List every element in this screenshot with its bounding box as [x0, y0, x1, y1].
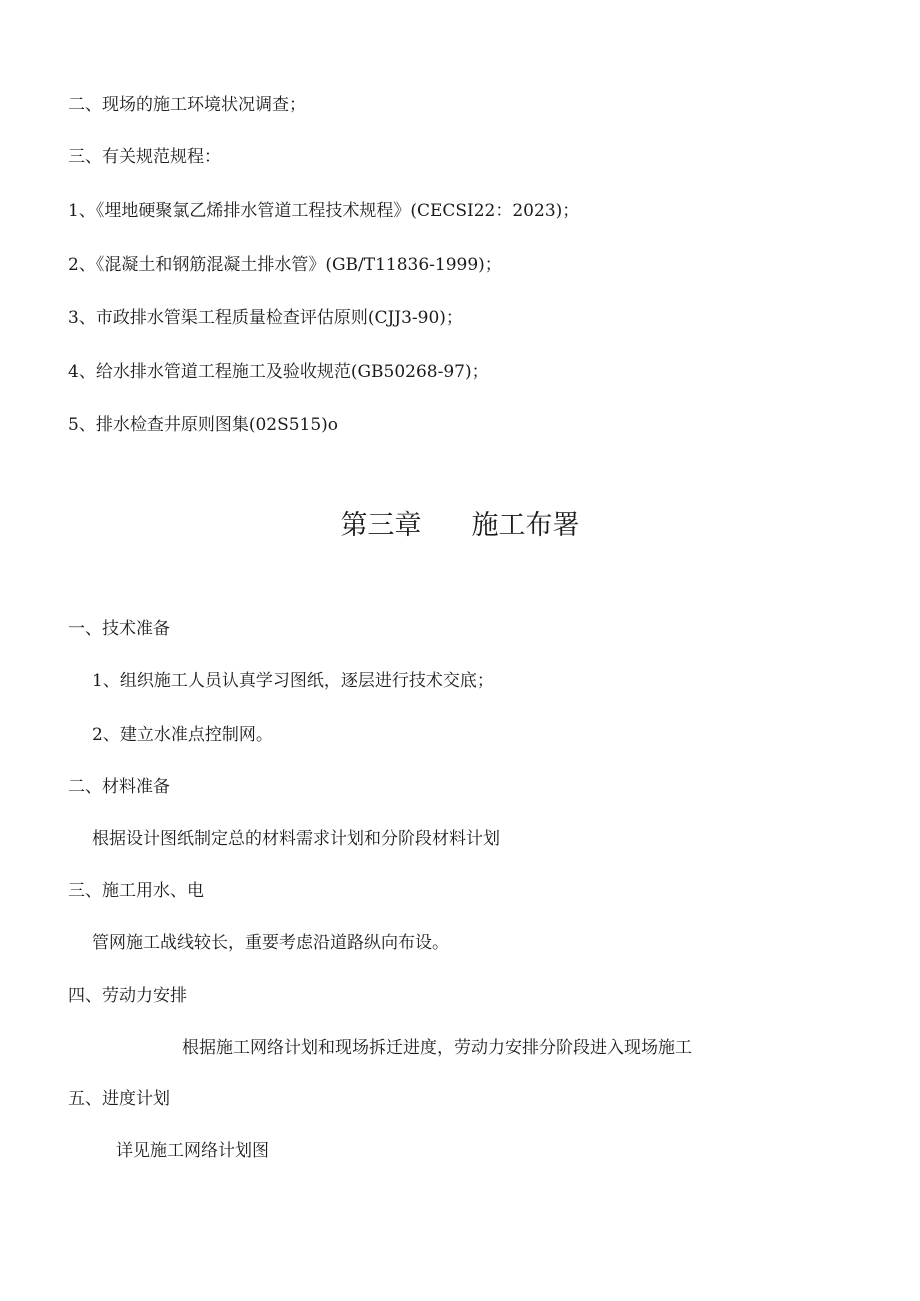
section-heading-tech-prep: 一、技术准备	[68, 619, 170, 639]
standard-item-5: 5、排水检查井原则图集(02S515)o	[68, 415, 339, 435]
material-prep-text: 根据设计图纸制定总的材料需求计划和分阶段材料计划	[92, 829, 500, 849]
standard-item-4: 4、给水排水管道工程施工及验收规范(GB50268-97)；	[68, 362, 489, 382]
labor-text: 根据施工网络计划和现场拆迁进度，劳动力安排分阶段进入现场施工	[182, 1038, 692, 1058]
chapter-number: 第三章	[340, 510, 422, 541]
schedule-text: 详见施工网络计划图	[116, 1141, 269, 1161]
chapter-heading	[0, 508, 920, 544]
tech-prep-item-1: 1、组织施工人员认真学习图纸，逐层进行技术交底；	[92, 671, 494, 691]
section-heading-schedule: 五、进度计划	[68, 1089, 170, 1109]
section-heading-labor: 四、劳动力安排	[68, 986, 187, 1006]
standard-item-1: 1、《埋地硬聚氯乙烯排水管道工程技术规程》(CECSI22：2023)；	[68, 201, 580, 221]
tech-prep-item-2: 2、建立水准点控制网。	[92, 725, 273, 745]
standard-item-2: 2、《混凝土和钢筋混凝土排水管》(GB/T11836-1999)；	[68, 255, 502, 275]
section-heading-material-prep: 二、材料准备	[68, 777, 170, 797]
intro-item-site-survey: 二、现场的施工环境状况调查；	[68, 95, 306, 115]
standard-item-3: 3、市政排水管渠工程质量检查评估原则(CJJ3-90)；	[68, 308, 463, 328]
water-power-text: 管网施工战线较长，重要考虑沿道路纵向布设。	[92, 933, 449, 953]
chapter-title: 施工布署	[471, 510, 580, 541]
section-heading-water-power: 三、施工用水、电	[68, 881, 204, 901]
intro-item-standards-heading: 三、有关规范规程：	[68, 147, 221, 167]
